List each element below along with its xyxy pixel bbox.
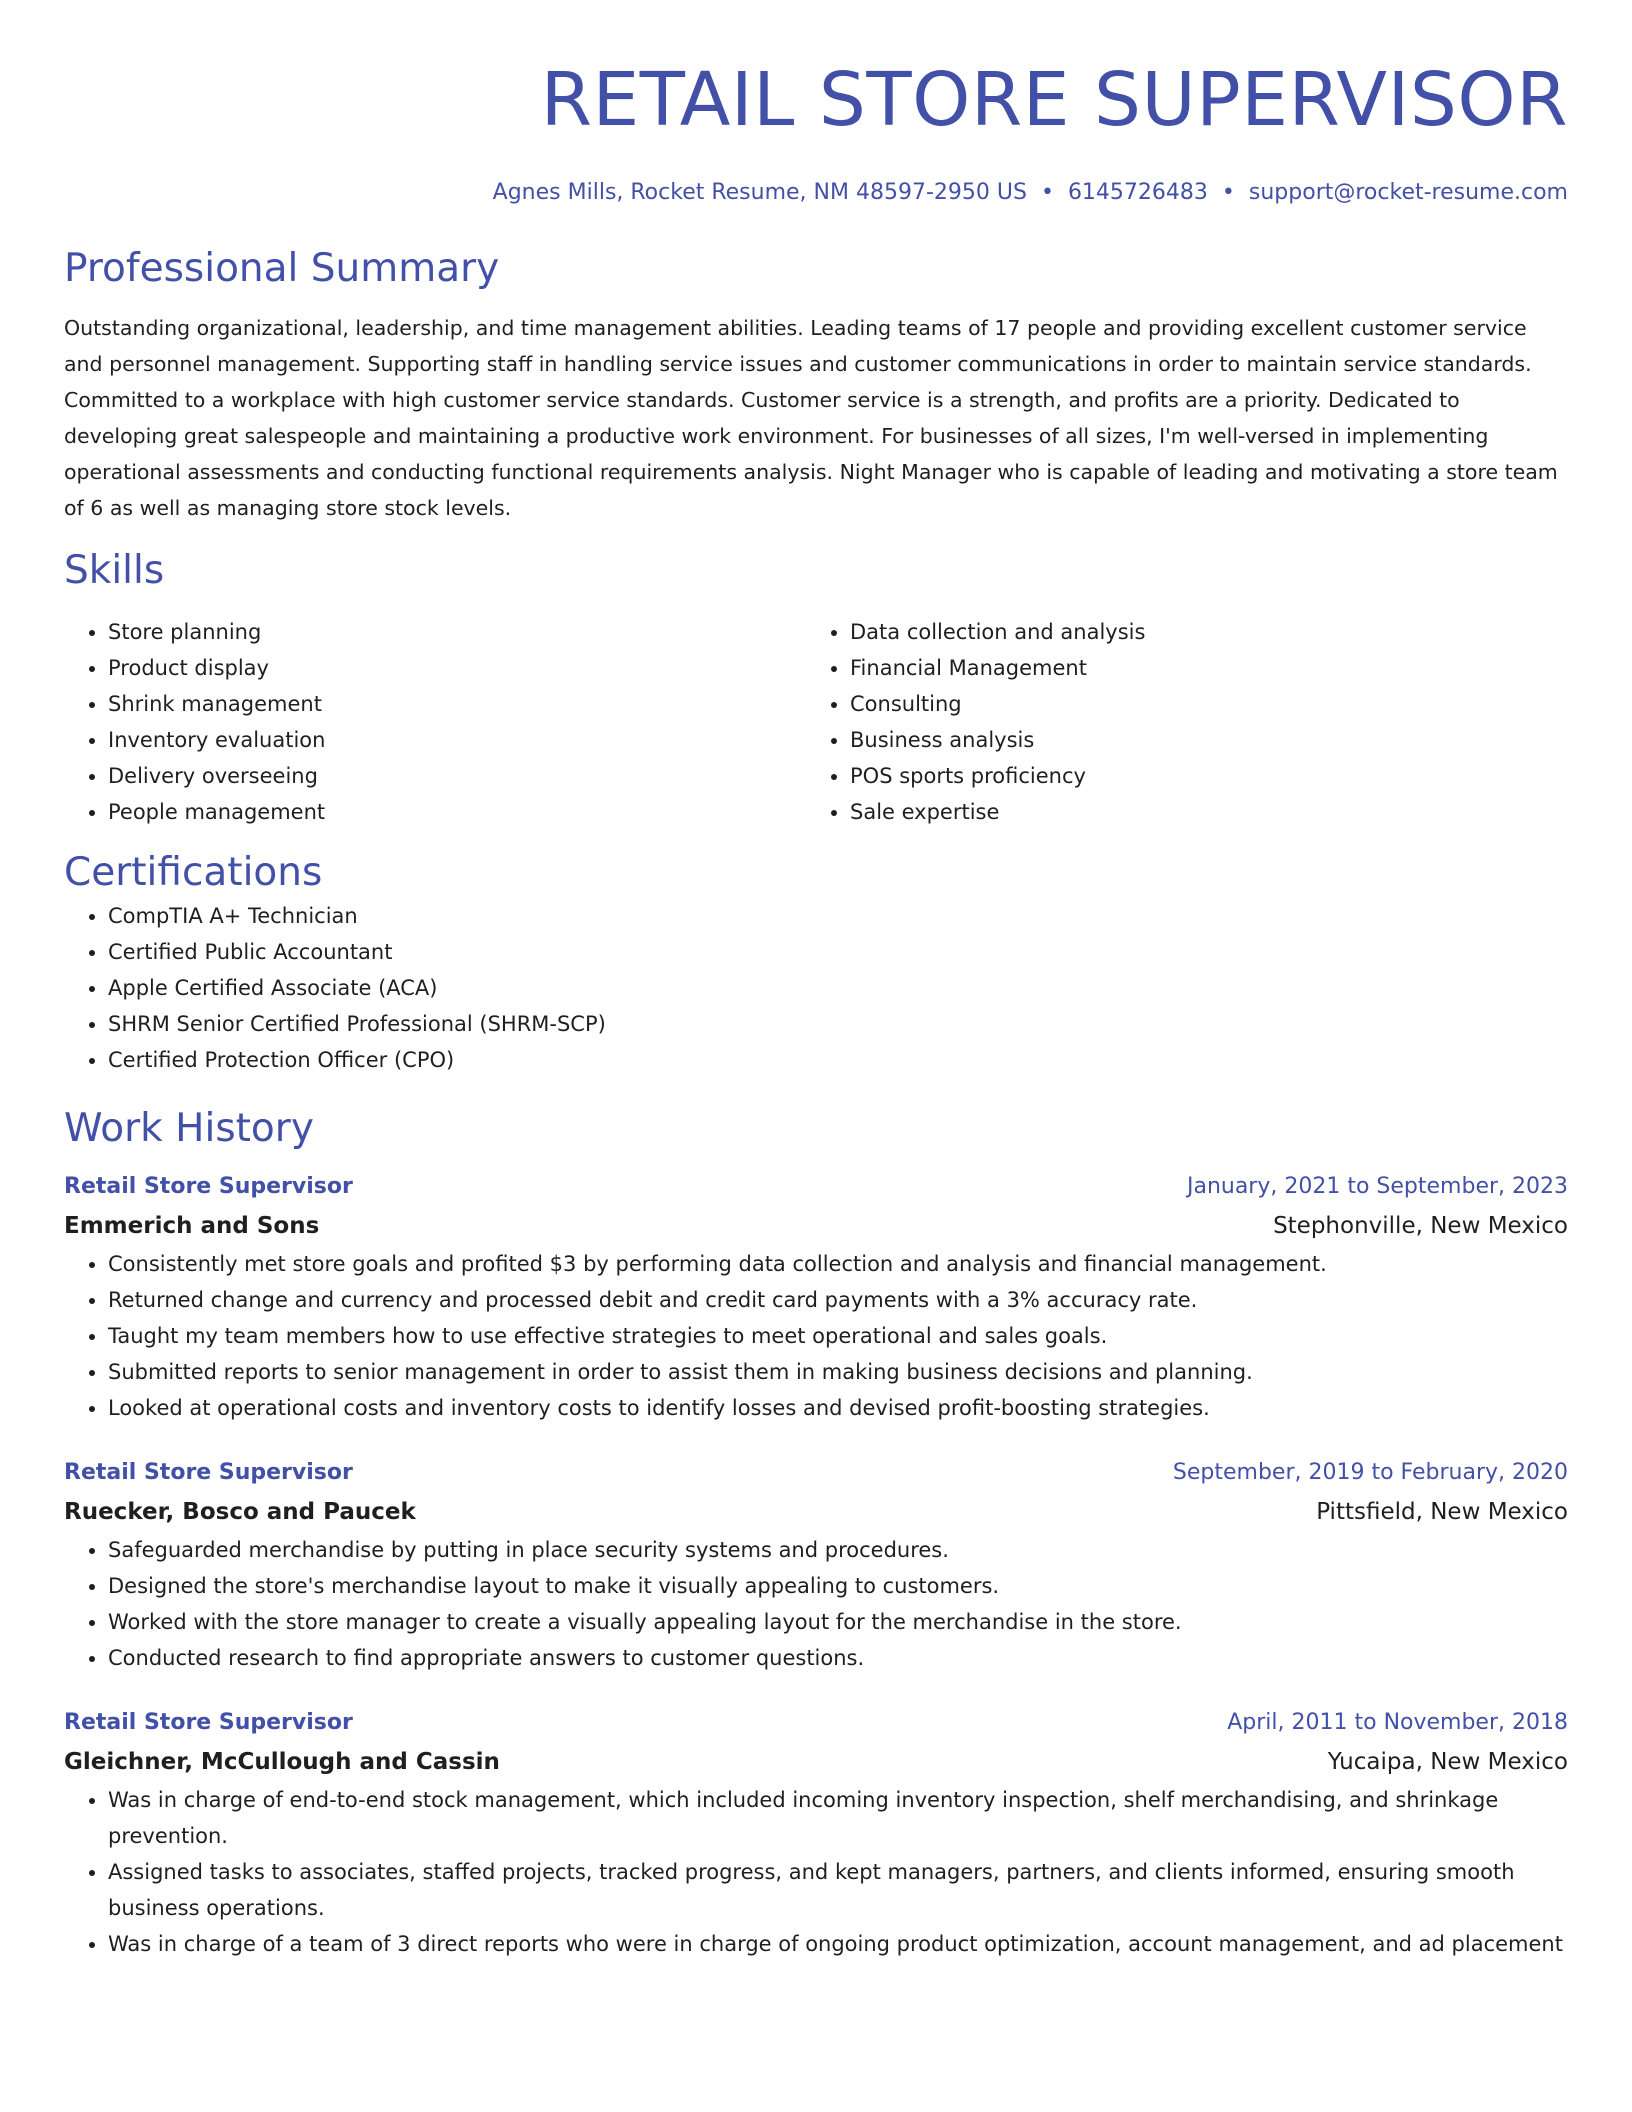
job-title: Retail Store Supervisor [64,1174,353,1199]
job-bullet: • Designed the store's merchandise layout to make it visually appealing to customers. [108,1568,1568,1604]
certification-item: • Certified Public Accountant [108,934,1568,970]
contact-separator: • [1040,180,1054,205]
job-title: Retail Store Supervisor [64,1710,353,1735]
work-history-heading: Work History [64,1106,314,1151]
job-location: Stephonville, New Mexico [1273,1213,1568,1239]
certification-item: • SHRM Senior Certified Professional (SHRM-SCP) [108,1006,1568,1042]
skills-list-left [64,614,806,830]
contact-address: Agnes Mills, Rocket Resume, NM 48597-2950 US [492,180,1027,205]
job-dates: January, 2021 to September, 2023 [1186,1174,1568,1199]
resume-title: RETAIL STORE SUPERVISOR [540,57,1568,143]
certification-item: • Apple Certified Associate (ACA) [108,970,1568,1006]
certifications-heading: Certifications [64,850,323,895]
skill-item: • POS sports proficiency [850,758,1548,794]
job-bullets [64,1246,1568,1426]
job-bullet: • Conducted research to find appropriate answers to customer questions. [108,1640,1568,1676]
job-header-row [64,1454,1568,1492]
job-entry [64,1454,1568,1676]
certifications-list [64,898,1568,1078]
skill-item: • Inventory evaluation [108,722,806,758]
contact-phone[interactable]: 6145726483 [1067,180,1208,205]
job-location: Yucaipa, New Mexico [1327,1749,1568,1775]
contact-line [64,178,1568,208]
skill-item: • People management [108,794,806,830]
job-bullet: • Safeguarded merchandise by putting in place security systems and procedures. [108,1532,1568,1568]
job-company: Ruecker, Bosco and Paucek [64,1499,416,1525]
job-location: Pittsfield, New Mexico [1316,1499,1568,1525]
skill-item: • Business analysis [850,722,1548,758]
job-entry [64,1168,1568,1426]
job-dates: September, 2019 to February, 2020 [1172,1460,1568,1485]
skills-list-right [806,614,1548,830]
skill-item: • Shrink management [108,686,806,722]
job-bullet: • Returned change and currency and processed debit and credit card payments with a 3% accuracy rate. [108,1282,1568,1318]
job-title: Retail Store Supervisor [64,1460,353,1485]
job-bullets [64,1782,1568,1962]
certification-item: • CompTIA A+ Technician [108,898,1568,934]
skills-column-left [64,614,806,830]
skills-heading: Skills [64,548,165,593]
job-dates: April, 2011 to November, 2018 [1227,1710,1568,1735]
summary-text: Outstanding organizational, leadership, and time management abilities. Leading teams of 17 people and providing excellent customer service and personnel management. Supporting staff in handling service issues and customer communications in order to maintain service standards. Committed to a workplace with high customer service standards. Customer service is a strength, and profits are a priority. Dedicated to developing great salespeople and maintaining a productive work environment. For businesses of all sizes, I'm well-versed in implementing operational assessments and conducting functional requirements analysis. Night Manager who is capable of leading and motivating a store team of 6 as well as managing store stock levels. [64,316,1558,520]
job-bullet: • Worked with the store manager to create a visually appealing layout for the merchandise in the store. [108,1604,1568,1640]
skill-item: • Financial Management [850,650,1548,686]
job-bullet: • Taught my team members how to use effective strategies to meet operational and sales goals. [108,1318,1568,1354]
skill-item: • Sale expertise [850,794,1548,830]
job-bullets [64,1532,1568,1676]
skills-grid [64,614,1568,830]
skills-column-right [806,614,1548,830]
contact-separator: • [1221,180,1235,205]
job-company-row [64,1492,1568,1532]
contact-email[interactable]: support@rocket-resume.com [1248,180,1568,205]
job-company: Emmerich and Sons [64,1213,320,1239]
job-bullet: • Was in charge of end-to-end stock management, which included incoming inventory inspection, shelf merchandising, and shrinkage prevention. [108,1782,1568,1854]
job-company-row [64,1742,1568,1782]
job-bullet: • Looked at operational costs and inventory costs to identify losses and devised profit-boosting strategies. [108,1390,1568,1426]
skill-item: • Delivery overseeing [108,758,806,794]
skill-item: • Consulting [850,686,1548,722]
certification-item: • Certified Protection Officer (CPO) [108,1042,1568,1078]
skill-item: • Store planning [108,614,806,650]
job-bullet: • Submitted reports to senior management in order to assist them in making business decisions and planning. [108,1354,1568,1390]
job-bullet: • Assigned tasks to associates, staffed projects, tracked progress, and kept managers, partners, and clients informed, ensuring smooth business operations. [108,1854,1568,1926]
skill-item: • Product display [108,650,806,686]
job-company-row [64,1206,1568,1246]
job-bullet: • Consistently met store goals and profited $3 by performing data collection and analysis and financial management. [108,1246,1568,1282]
job-header-row [64,1704,1568,1742]
skill-item: • Data collection and analysis [850,614,1548,650]
job-company: Gleichner, McCullough and Cassin [64,1749,500,1775]
summary-heading: Professional Summary [64,246,500,291]
job-entry [64,1704,1568,1962]
job-header-row [64,1168,1568,1206]
job-bullet: • Was in charge of a team of 3 direct reports who were in charge of ongoing product optimization, account management, and ad placement [108,1926,1568,1962]
